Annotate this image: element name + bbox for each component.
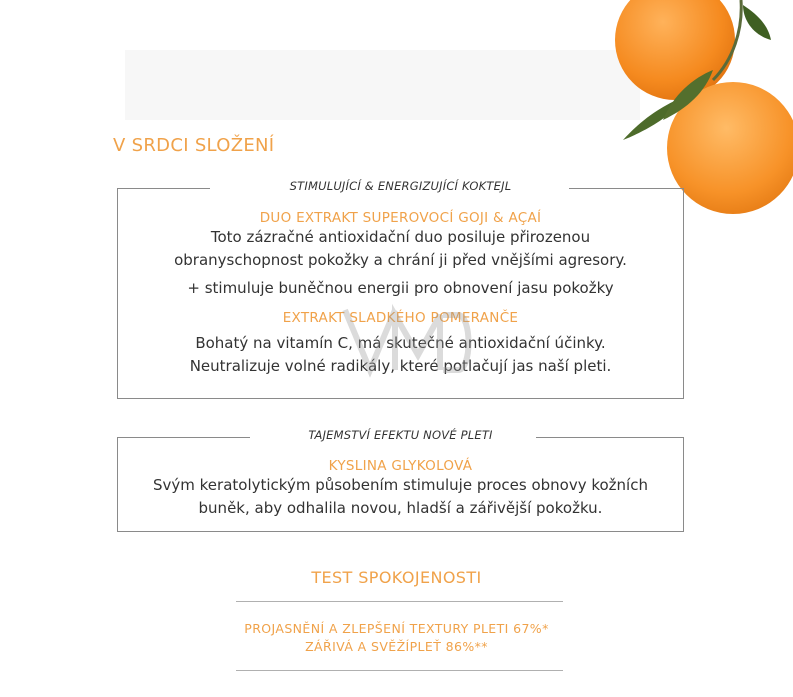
- skin-effect-box: [117, 428, 684, 532]
- test-result: PROJASNĚNÍ A ZLEPŠENÍ TEXTURY PLETI 67%*: [244, 621, 549, 636]
- divider: [236, 670, 563, 671]
- test-result: ZÁŘIVÁ A SVĚŽÍPLEŤ 86%**: [305, 639, 488, 654]
- test-title: TEST SPOKOJENOSTI: [311, 568, 482, 587]
- vmd-watermark-icon: [340, 300, 475, 385]
- ingredient-title: EXTRAKT SLADKÉHO POMERANČE: [282, 310, 519, 326]
- ingredient-text: Neutralizuje volné radikály, které potlačují jas naší pleti.: [189, 357, 612, 375]
- ingredient-title: DUO EXTRAKT SUPEROVOCÍ GOJI & AÇAÍ: [259, 210, 542, 226]
- background-band: [125, 50, 640, 120]
- ingredient-text: buněk, aby odhalila novou, hladší a zářivější pokožku.: [198, 499, 603, 517]
- box-title: TAJEMSTVÍ EFEKTU NOVÉ PLETI: [308, 428, 493, 442]
- divider: [236, 601, 563, 602]
- section-heading: V SRDCI SLOŽENÍ: [113, 135, 275, 156]
- ingredient-text: Toto zázračné antioxidační duo posiluje přirozenou: [210, 228, 591, 246]
- box-title: STIMULUJÍCÍ & ENERGIZUJÍCÍ KOKTEJL: [289, 179, 512, 193]
- ingredient-text: Bohatý na vitamín C, má skutečné antioxidační účinky.: [195, 334, 606, 352]
- ingredient-text: Svým keratolytickým působením stimuluje proces obnovy kožních: [153, 476, 648, 494]
- ingredient-text: obranyschopnost pokožky a chrání ji před vnějšími agresory.: [174, 251, 627, 269]
- ingredient-text: + stimuluje buněčnou energii pro obnovení jasu pokožky: [187, 279, 614, 297]
- ingredient-title: KYSLINA GLYKOLOVÁ: [328, 458, 473, 474]
